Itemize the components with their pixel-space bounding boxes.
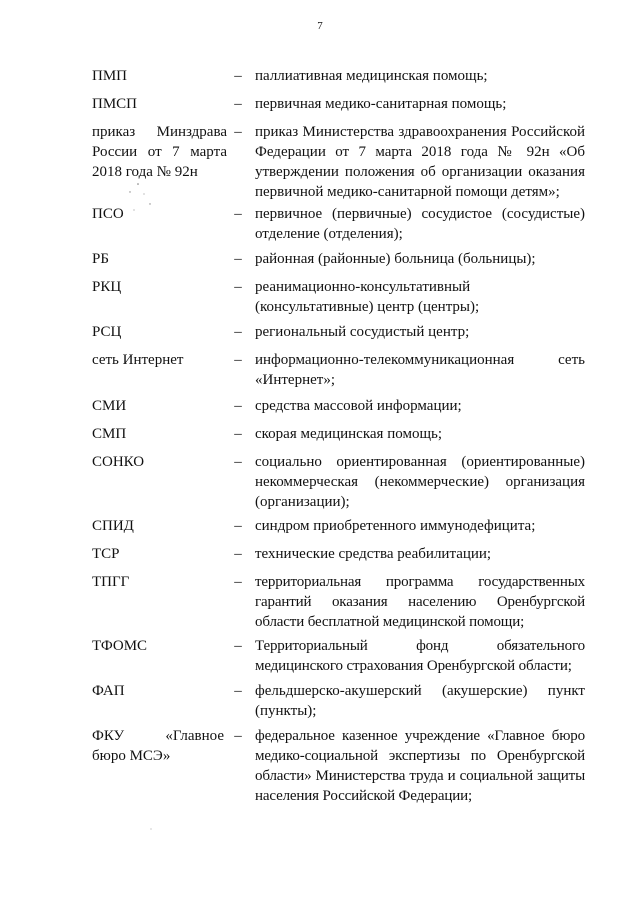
entry-term-fap: ФАП [92,683,125,699]
entry-definition-fap: фельдшерско-акушерский (акушерские) пункт (пункты); [255,683,585,719]
entry-term-internet: сеть Интернет [92,352,184,368]
entry-dash: – [234,279,242,295]
entry-term-rb: РБ [92,251,109,267]
entry-definition-internet: информационно-телекоммуникационная сеть «Интернет»; [255,352,585,388]
entry-term-fku: ФКУ «Главное бюро МСЭ» [92,728,224,764]
scan-speck-mark [148,826,154,832]
entry-definition-sonko: социально ориентированная (ориентированные) некоммерческая (некоммерческие) организация (организации); [255,454,585,510]
entry-dash: – [234,728,242,744]
entry-term-smp: СМП [92,426,127,442]
entry-definition-order-minzdrav: приказ Министерства здравоохранения Российской Федерации от 7 марта 2018 года № 92н «Об утверждении положения об организации оказания первичной медико-санитарной помощи детям»; [255,124,585,200]
entry-definition-tsr: технические средства реабилитации; [255,546,492,562]
entry-term-spid: СПИД [92,518,134,534]
entry-dash: – [234,426,242,442]
entry-term-smi: СМИ [92,398,127,414]
entry-term-order-minzdrav: приказ Минздрава России от 7 марта 2018 года № 92н [92,124,227,180]
entry-definition-tfoms: Территориальный фонд обязательного медицинского страхования Оренбургской области; [255,638,585,674]
entry-definition-fku: федеральное казенное учреждение «Главное бюро медико-социальной экспертизы по Оренбургской области» Министерства труда и социальной защиты населения Российской Федерации; [255,728,585,804]
entry-term-tsr: ТСР [92,546,120,562]
entry-definition-tpgg: территориальная программа государственных гарантий оказания населению Оренбургской области бесплатной медицинской помощи; [255,574,585,630]
entry-term-sonko: СОНКО [92,454,145,470]
entry-dash: – [234,251,242,267]
entry-dash: – [234,454,242,470]
entry-dash: – [234,68,242,84]
entry-dash: – [234,96,242,112]
entry-term-rsc: РСЦ [92,324,122,340]
entry-definition-pso: первичное (первичные) сосудистое (сосудистые) отделение (отделения); [255,206,585,242]
entry-definition-rsc: региональный сосудистый центр; [255,324,470,340]
entry-term-pmsp: ПМСП [92,96,138,112]
entry-dash: – [234,352,242,368]
entry-dash: – [234,398,242,414]
entry-dash: – [234,206,242,222]
entry-term-tpgg: ТПГГ [92,574,130,590]
entry-term-tfoms: ТФОМС [92,638,148,654]
entry-dash: – [234,324,242,340]
entry-dash: – [234,574,242,590]
entry-term-rkc: РКЦ [92,279,122,295]
entry-dash: – [234,518,242,534]
entry-term-pso: ПСО [92,206,124,222]
entry-term-pmp: ПМП [92,68,128,84]
entry-dash: – [234,124,242,140]
entry-definition-smi: средства массовой информации; [255,398,462,414]
entry-dash: – [234,638,242,654]
entry-definition-rkc: реанимационно-консультативный (консультативные) центр (центры); [255,279,480,315]
entry-dash: – [234,683,242,699]
entry-definition-smp: скорая медицинская помощь; [255,426,443,442]
entry-definition-pmp: паллиативная медицинская помощь; [255,68,488,84]
entry-definition-pmsp: первичная медико-санитарная помощь; [255,96,507,112]
entry-dash: – [234,546,242,562]
page-number: 7 [317,20,323,32]
entry-definition-rb: районная (районные) больница (больницы); [255,251,536,267]
entry-definition-spid: синдром приобретенного иммунодефицита; [255,518,536,534]
